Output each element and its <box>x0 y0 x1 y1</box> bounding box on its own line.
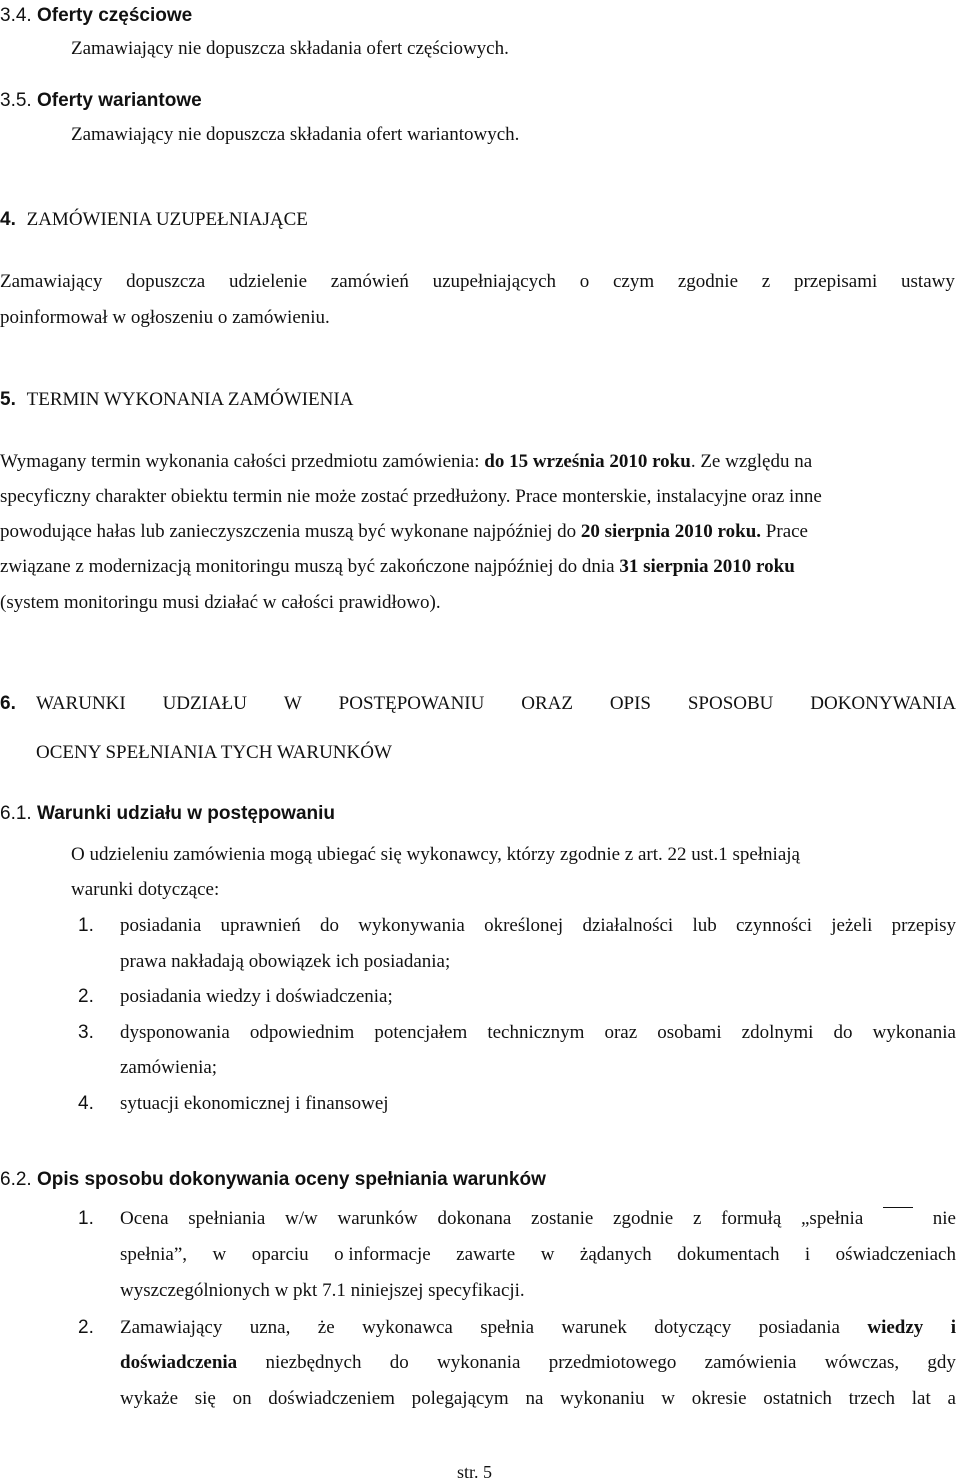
section-5-line-3 <box>0 520 808 544</box>
section-3-5-heading <box>0 89 202 113</box>
text: Prace <box>765 521 808 542</box>
word: polegającym <box>411 1388 509 1409</box>
word: się <box>194 1388 216 1409</box>
word: a <box>947 1388 956 1409</box>
word: z <box>761 271 771 292</box>
word: trzech <box>848 1388 896 1409</box>
word: oświadczeniach <box>835 1244 956 1265</box>
word: dotyczący <box>654 1317 732 1338</box>
word: i <box>950 1317 956 1338</box>
section-4-heading <box>0 208 308 232</box>
word: wykonaniu <box>560 1388 645 1409</box>
word: dokumentach <box>677 1244 780 1265</box>
word: wówczas, <box>824 1352 900 1373</box>
word: W <box>283 693 302 714</box>
section-3-4-text: Zamawiający nie dopuszcza składania ofert częściowych. <box>71 38 509 59</box>
word: SPOSOBU <box>687 693 774 714</box>
word: UDZIAŁU <box>162 693 248 714</box>
list-item-3-line-2: zamówienia; <box>120 1057 218 1078</box>
word: oraz <box>604 1022 638 1043</box>
word: w/w <box>285 1208 318 1229</box>
word: dysponowania <box>120 1022 230 1043</box>
word: nie <box>932 1208 956 1229</box>
section-5-line-1 <box>0 450 812 474</box>
word: potencjałem <box>374 1022 468 1043</box>
list-item-4: sytuacji ekonomicznej i finansowej <box>120 1093 389 1114</box>
section-6-number: 6. <box>0 693 16 714</box>
word: posiadania <box>758 1317 840 1338</box>
word: wiedzy <box>867 1317 924 1338</box>
text: . Ze względu na <box>690 451 813 472</box>
word: osobami <box>657 1022 722 1043</box>
criteria-item-2-line-3 <box>120 1387 956 1411</box>
text: specyficzny charakter obiektu termin nie może zostać przedłużony. <box>0 486 511 507</box>
section-5-line-5: (system monitoringu musi działać w całości prawidłowo). <box>0 592 441 613</box>
criteria-item-1-line-2 <box>120 1243 956 1267</box>
word: przepisy <box>891 915 956 936</box>
word: Zamawiający <box>0 271 103 292</box>
em-dash <box>883 1207 913 1231</box>
section-5-heading <box>0 388 353 412</box>
list-item-1-line-2: prawa nakładają obowiązek ich posiadania; <box>120 951 451 972</box>
list-number: 1. <box>78 915 94 936</box>
word: zdolnymi <box>741 1022 814 1043</box>
text: powodujące hałas lub zanieczyszczenia muszą być wykonane najpóźniej do <box>0 521 577 542</box>
criteria-item-1-line-1 <box>120 1207 956 1231</box>
deadline-bold: do 15 września 2010 roku <box>484 451 691 472</box>
word: gdy <box>927 1352 956 1373</box>
word: uzna, <box>249 1317 291 1338</box>
word: odpowiednim <box>249 1022 355 1043</box>
word: w <box>661 1388 675 1409</box>
word: ORAZ <box>521 693 573 714</box>
word: DOKONYWANIA <box>810 693 956 714</box>
section-6-1-intro-2: warunki dotyczące: <box>71 879 220 900</box>
word: WARUNKI <box>36 693 126 714</box>
section-title: ZAMÓWIENIA UZUPEŁNIAJĄCE <box>26 209 308 230</box>
word: zawarte <box>456 1244 516 1265</box>
criteria-item-2-line-2 <box>120 1351 956 1375</box>
word: OPIS <box>609 693 651 714</box>
section-4-line-1 <box>0 270 955 294</box>
word: Zamawiający <box>120 1317 223 1338</box>
text: Prace monterskie, instalacyjne oraz inne <box>515 486 822 507</box>
word: okresie <box>691 1388 747 1409</box>
section-title: TERMIN WYKONANIA ZAMÓWIENIA <box>26 389 354 410</box>
word: żądanych <box>579 1244 652 1265</box>
word: wykonania <box>437 1352 521 1373</box>
word: że <box>317 1317 335 1338</box>
word: technicznym <box>487 1022 585 1043</box>
criteria-item-1-line-3: wyszczególnionych w pkt 7.1 niniejszej specyfikacji. <box>120 1280 525 1301</box>
text: Wymagany termin wykonania całości przedmiotu zamówienia: <box>0 451 480 472</box>
word: „spełnia <box>801 1208 864 1229</box>
word: oparciu <box>251 1244 309 1265</box>
word: czym <box>612 271 655 292</box>
section-6-1-heading <box>0 802 335 826</box>
word: o <box>579 271 590 292</box>
list-number: 3. <box>78 1022 94 1043</box>
word: wykonawca <box>362 1317 453 1338</box>
word: udzielenie <box>228 271 308 292</box>
word: Ocena <box>120 1208 169 1229</box>
section-5-line-2 <box>0 485 822 509</box>
word: na <box>525 1388 544 1409</box>
word: niezbędnych <box>265 1352 362 1373</box>
word: spełnia”, <box>120 1244 188 1265</box>
word: ustawy <box>901 271 955 292</box>
word: i <box>804 1244 811 1265</box>
section-3-4-heading <box>0 4 192 28</box>
word: wykonania <box>872 1022 956 1043</box>
list-item-3-line-1 <box>120 1021 956 1045</box>
criteria-item-2-line-1 <box>120 1316 956 1340</box>
section-4-line-2: poinformował w ogłoszeniu o zamówieniu. <box>0 307 330 328</box>
word: ostatnich <box>763 1388 832 1409</box>
section-3-5-text: Zamawiający nie dopuszcza składania ofert wariantowych. <box>71 124 520 145</box>
word: dokonana <box>437 1208 512 1229</box>
word: w <box>540 1244 555 1265</box>
word: formułą <box>721 1208 782 1229</box>
list-number: 1. <box>78 1208 94 1229</box>
word: do <box>833 1022 853 1043</box>
word: zostanie <box>531 1208 594 1229</box>
word: warunek <box>561 1317 627 1338</box>
section-6-1-intro-1: O udzieleniu zamówienia mogą ubiegać się wykonawcy, którzy zgodnie z art. 22 ust.1 spełniają <box>71 844 800 865</box>
list-number: 4. <box>78 1093 94 1114</box>
word: wykaże <box>120 1388 179 1409</box>
word: zamówień <box>330 271 409 292</box>
word: dopuszcza <box>126 271 206 292</box>
deadline-bold: 31 sierpnia 2010 roku <box>619 556 795 577</box>
section-title: Oferty częściowe <box>36 5 193 26</box>
list-item-2: posiadania wiedzy i doświadczenia; <box>120 986 393 1007</box>
word: zamówienia <box>704 1352 797 1373</box>
section-number: 5. <box>0 389 16 410</box>
section-number: 3.5. <box>0 90 32 111</box>
word: uzupełniających <box>432 271 557 292</box>
list-number: 2. <box>78 986 94 1007</box>
word: lub <box>692 915 717 936</box>
section-title: Warunki udziału w postępowaniu <box>36 803 336 824</box>
section-6-title-line-2: OCENY SPEŁNIANIA TYCH WARUNKÓW <box>36 742 392 763</box>
text: związane z modernizacją monitoringu muszą być zakończone najpóźniej do dnia <box>0 556 615 577</box>
word: on <box>232 1388 252 1409</box>
deadline-bold: 20 sierpnia 2010 roku. <box>580 521 762 542</box>
word: doświadczenia <box>120 1352 238 1373</box>
word: spełnia <box>480 1317 535 1338</box>
section-6-title-line-1 <box>36 692 956 716</box>
section-number: 6.1. <box>0 803 32 824</box>
section-title: Oferty wariantowe <box>36 90 202 111</box>
section-5-line-4 <box>0 555 795 579</box>
list-item-1-line-1 <box>120 914 956 938</box>
list-number: 2. <box>78 1317 94 1338</box>
word: zgodnie <box>677 271 739 292</box>
word: uprawnień <box>220 915 301 936</box>
word: przepisami <box>793 271 878 292</box>
word: określonej <box>484 915 564 936</box>
word: jeżeli <box>831 915 873 936</box>
word: do <box>319 915 339 936</box>
word: zgodnie <box>613 1208 674 1229</box>
word: spełniania <box>188 1208 266 1229</box>
word: warunków <box>337 1208 418 1229</box>
word: czynności <box>736 915 812 936</box>
page-number: str. 5 <box>457 1462 493 1482</box>
word: z <box>692 1208 702 1229</box>
word: wykonywania <box>358 915 465 936</box>
section-number: 4. <box>0 209 16 230</box>
word: działalności <box>582 915 674 936</box>
word: przedmiotowego <box>548 1352 677 1373</box>
word: w <box>212 1244 227 1265</box>
section-number: 6.2. <box>0 1169 32 1190</box>
section-title: Opis sposobu dokonywania oceny spełniania warunków <box>36 1169 546 1190</box>
word: POSTĘPOWANIU <box>338 693 485 714</box>
word: lat <box>911 1388 931 1409</box>
word: posiadania <box>120 915 202 936</box>
section-number: 3.4. <box>0 5 32 26</box>
section-6-2-heading <box>0 1168 546 1192</box>
word: do <box>389 1352 409 1373</box>
word: doświadczeniem <box>268 1388 395 1409</box>
word: o informacje <box>334 1244 431 1265</box>
